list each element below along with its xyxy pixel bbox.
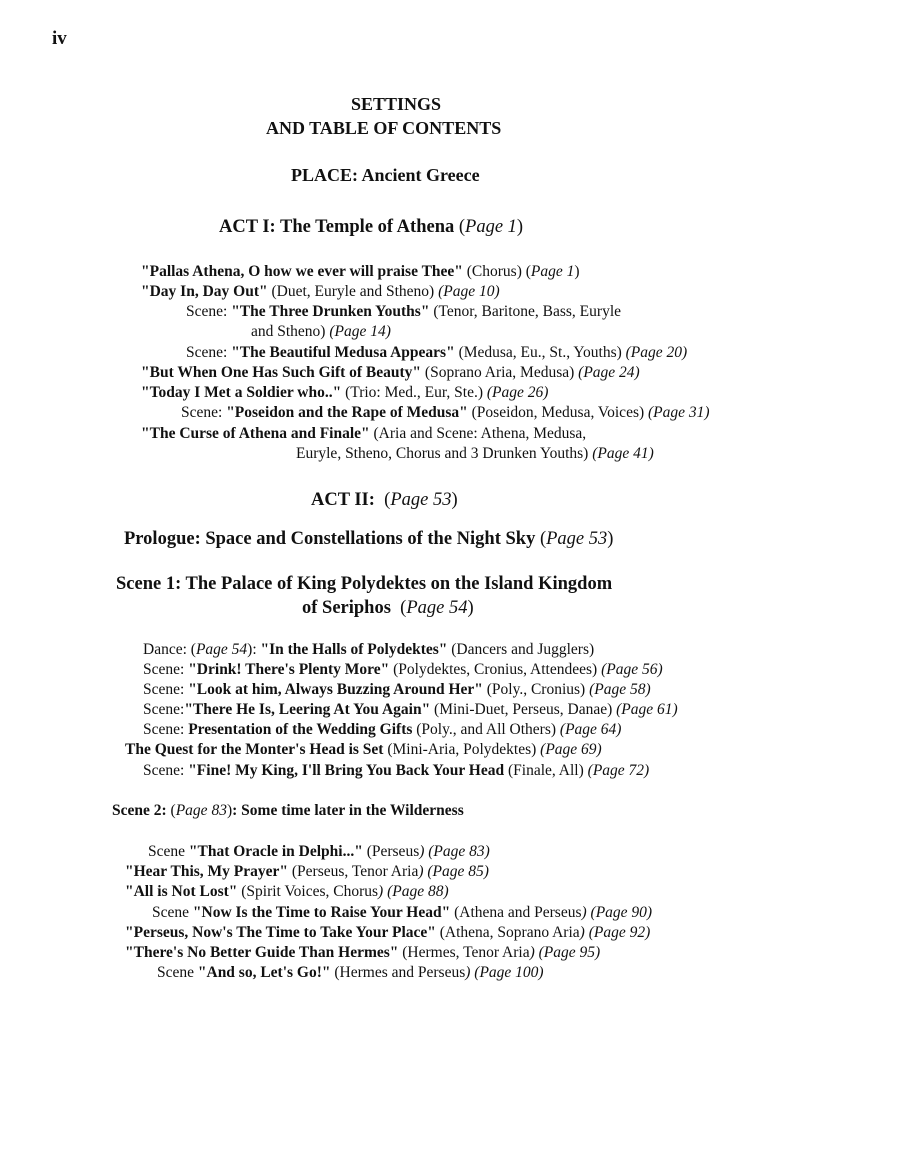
scene1-heading-place: of Seriphos bbox=[302, 598, 391, 618]
act1-item-detail: and Stheno) bbox=[251, 323, 330, 340]
act1-item-continuation bbox=[296, 444, 654, 464]
act1-item-detail: (Duet, Euryle and Stheno) bbox=[267, 283, 439, 300]
scene2-item bbox=[125, 882, 449, 902]
scene2-item-page: ) (Page 83) bbox=[419, 843, 490, 860]
scene1-item-title: "In the Halls of Polydektes" bbox=[260, 641, 448, 658]
place-heading: PLACE: Ancient Greece bbox=[291, 165, 480, 185]
act1-item-detail: (Medusa, Eu., St., Youths) bbox=[454, 344, 626, 361]
scene1-item bbox=[143, 640, 594, 660]
scene1-item bbox=[125, 740, 602, 760]
scene1-heading-line-2: of Seriphos (Page 54) bbox=[302, 598, 474, 618]
act1-item-continuation bbox=[251, 322, 391, 342]
scene2-item-title: "That Oracle in Delphi..." bbox=[188, 843, 363, 860]
scene2-item-page: ) (Page 92) bbox=[579, 924, 651, 941]
scene2-item-detail: (Perseus bbox=[362, 843, 420, 860]
act1-item bbox=[141, 363, 640, 383]
scene1-item-prefix-end: ): bbox=[247, 641, 261, 658]
act1-item-suffix: ) bbox=[574, 263, 580, 280]
act1-item bbox=[186, 343, 687, 363]
scene2-item bbox=[125, 943, 600, 963]
scene2-item-title: "All is Not Lost" bbox=[125, 883, 238, 900]
act1-item bbox=[181, 403, 710, 423]
act1-item-page: (Page 14) bbox=[329, 323, 391, 340]
scene1-item bbox=[143, 700, 678, 720]
act1-item-detail: (Tenor, Baritone, Bass, Euryle bbox=[429, 303, 622, 320]
scene1-item-prefix: Scene: bbox=[143, 762, 189, 779]
scene1-item-title: "Drink! There's Plenty More" bbox=[188, 661, 390, 678]
scene1-item-page: (Page 58) bbox=[589, 681, 651, 698]
scene2-item-detail: (Hermes and Perseus bbox=[330, 964, 466, 981]
act1-item-detail: Euryle, Stheno, Chorus and 3 Drunken Youths) bbox=[296, 445, 593, 462]
scene1-item bbox=[143, 660, 663, 680]
act1-item-title: "Today I Met a Soldier who.." bbox=[141, 384, 342, 401]
act1-item-page: (Page 31) bbox=[648, 404, 710, 421]
scene1-item-prefix: Dance: ( bbox=[143, 641, 196, 658]
act1-item-title: "The Three Drunken Youths" bbox=[231, 303, 430, 320]
act1-item-detail: (Trio: Med., Eur, Ste.) bbox=[341, 384, 487, 401]
scene2-item-page: ) (Page 85) bbox=[418, 863, 489, 880]
act2-heading: ACT II: (Page 53) bbox=[311, 490, 458, 510]
scene1-item-detail: (Poly., Cronius) bbox=[482, 681, 590, 698]
scene1-item-page: (Page 69) bbox=[540, 741, 602, 758]
act1-item-prefix: Scene: bbox=[186, 344, 232, 361]
act2-heading-page: Page 53 bbox=[390, 490, 452, 510]
scene1-item-detail: (Dancers and Jugglers) bbox=[447, 641, 595, 658]
scene2-item-page: ) (Page 95) bbox=[529, 944, 601, 961]
scene1-item-page: (Page 64) bbox=[559, 721, 622, 738]
act1-item-title: "The Curse of Athena and Finale" bbox=[141, 425, 370, 442]
scene1-item-title: The Quest for the Monter's Head is Set bbox=[125, 741, 384, 758]
act1-item-title: "Pallas Athena, O how we ever will praise Thee" bbox=[141, 263, 463, 280]
scene1-item-title: "There He Is, Leering At You Again" bbox=[184, 701, 431, 718]
act1-item bbox=[141, 262, 580, 282]
act1-item-page: Page 1 bbox=[530, 263, 575, 280]
scene2-item-title: "Hear This, My Prayer" bbox=[125, 863, 288, 880]
scene2-item-title: "Perseus, Now's The Time to Take Your Place" bbox=[125, 924, 436, 941]
scene1-item-detail: (Poly., and All Others) bbox=[412, 721, 560, 738]
act2-heading-title: ACT II: bbox=[311, 490, 375, 510]
act1-heading: ACT I: The Temple of Athena (Page 1) bbox=[219, 217, 524, 237]
act1-item-detail: (Chorus) ( bbox=[462, 263, 531, 280]
act1-item-page: (Page 10) bbox=[438, 283, 500, 300]
scene2-heading-rest: : Some time later in the Wilderness bbox=[232, 802, 464, 819]
scene1-item-title: "Fine! My King, I'll Bring You Back Your Head bbox=[188, 762, 505, 779]
scene2-item-title: "Now Is the Time to Raise Your Head" bbox=[192, 904, 451, 921]
scene1-item-detail: (Mini-Duet, Perseus, Danae) bbox=[430, 701, 617, 718]
act1-item bbox=[141, 282, 500, 302]
scene1-item bbox=[143, 720, 621, 740]
scene2-item bbox=[125, 923, 650, 943]
prologue-heading-page: Page 53 bbox=[546, 529, 608, 549]
scene2-item-detail: (Perseus, Tenor Aria bbox=[288, 863, 419, 880]
scene1-item-page: (Page 72) bbox=[587, 762, 650, 779]
prologue-heading: Prologue: Space and Constellations of the Night Sky (Page 53) bbox=[124, 529, 614, 549]
scene1-heading-line-1: Scene 1: The Palace of King Polydektes on the Island Kingdom bbox=[116, 574, 613, 594]
act1-item-page: (Page 20) bbox=[625, 344, 688, 361]
scene2-item bbox=[157, 963, 544, 983]
act1-item-detail: (Poseidon, Medusa, Voices) bbox=[467, 404, 649, 421]
scene2-item-detail: (Athena, Soprano Aria bbox=[435, 924, 580, 941]
act1-item bbox=[141, 424, 586, 444]
scene1-item-page: (Page 61) bbox=[616, 701, 678, 718]
scene1-item bbox=[143, 680, 651, 700]
scene2-item-prefix: Scene bbox=[148, 843, 189, 860]
act1-item-page: (Page 26) bbox=[486, 384, 549, 401]
scene1-item bbox=[143, 761, 649, 781]
scene2-heading-label: Scene 2: bbox=[112, 802, 167, 819]
scene2-item-page: ) (Page 100) bbox=[465, 964, 544, 981]
scene1-heading-page: Page 54 bbox=[406, 598, 468, 618]
act1-item-title: "The Beautiful Medusa Appears" bbox=[231, 344, 455, 361]
act1-heading-page: Page 1 bbox=[465, 217, 517, 237]
page-number: iv bbox=[52, 28, 67, 49]
scene2-heading: Scene 2: (Page 83): Some time later in the Wilderness bbox=[112, 802, 464, 819]
act1-item-page: (Page 41) bbox=[592, 445, 654, 462]
act1-item-title: "But When One Has Such Gift of Beauty" bbox=[141, 364, 422, 381]
scene2-item-title: "There's No Better Guide Than Hermes" bbox=[125, 944, 399, 961]
act1-heading-title: ACT I: The Temple of Athena bbox=[219, 217, 455, 237]
scene1-item-title: "Look at him, Always Buzzing Around Her" bbox=[188, 681, 483, 698]
scene2-item-prefix: Scene bbox=[157, 964, 198, 981]
scene1-item-detail: (Mini-Aria, Polydektes) bbox=[383, 741, 541, 758]
scene2-item bbox=[152, 903, 652, 923]
title-line-2: AND TABLE OF CONTENTS bbox=[266, 118, 502, 138]
scene2-heading-page: Page 83 bbox=[175, 802, 227, 819]
act1-item-prefix: Scene: bbox=[186, 303, 232, 320]
act1-item-page: (Page 24) bbox=[578, 364, 640, 381]
act1-item-prefix: Scene: bbox=[181, 404, 227, 421]
scene2-item-detail: (Hermes, Tenor Aria bbox=[398, 944, 530, 961]
scene2-item-detail: (Spirit Voices, Chorus bbox=[237, 883, 379, 900]
act1-item bbox=[141, 383, 548, 403]
scene1-item-prefix-page: Page 54 bbox=[195, 641, 248, 658]
scene1-item-prefix: Scene: bbox=[143, 721, 189, 738]
scene2-item-page: ) (Page 90) bbox=[581, 904, 653, 921]
act1-item-detail: (Aria and Scene: Athena, Medusa, bbox=[369, 425, 587, 442]
scene2-item bbox=[125, 862, 489, 882]
act1-item-title: "Poseidon and the Rape of Medusa" bbox=[226, 404, 468, 421]
scene1-item-detail: (Finale, All) bbox=[504, 762, 588, 779]
scene1-item-page: (Page 56) bbox=[601, 661, 663, 678]
scene1-item-title: Presentation of the Wedding Gifts bbox=[188, 721, 413, 738]
scene1-item-detail: (Polydektes, Cronius, Attendees) bbox=[389, 661, 602, 678]
act1-item-detail: (Soprano Aria, Medusa) bbox=[421, 364, 579, 381]
title-line-1: SETTINGS bbox=[351, 94, 442, 114]
prologue-heading-title: Prologue: Space and Constellations of the Night Sky bbox=[124, 529, 536, 549]
scene1-item-prefix: Scene: bbox=[143, 701, 185, 718]
scene2-item-detail: (Athena and Perseus bbox=[450, 904, 582, 921]
scene2-item-prefix: Scene bbox=[152, 904, 193, 921]
scene1-item-prefix: Scene: bbox=[143, 661, 189, 678]
scene2-item-page: ) (Page 88) bbox=[378, 883, 449, 900]
act1-item-title: "Day In, Day Out" bbox=[141, 283, 268, 300]
act1-item bbox=[186, 302, 621, 322]
scene2-item-title: "And so, Let's Go!" bbox=[197, 964, 331, 981]
scene1-item-prefix: Scene: bbox=[143, 681, 189, 698]
scene2-item bbox=[148, 842, 490, 862]
